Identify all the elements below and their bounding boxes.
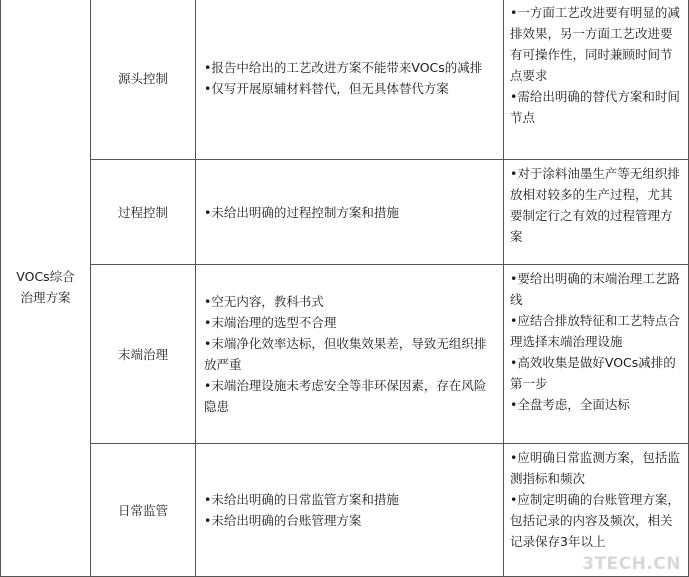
problem-item: •未给出明确的过程控制方案和措施 — [204, 204, 399, 220]
requirement-item: •应制定明确的台账管理方案，包括记录的内容及频次，相关记录保存3年以上 — [510, 492, 680, 549]
requirement-item: •要给出明确的末端治理工艺路线 — [510, 271, 680, 307]
watermark-logo: 3TECH.CN — [582, 554, 681, 574]
requirements-cell — [504, 265, 689, 444]
problems-cell — [196, 0, 504, 160]
problem-item: •空无内容，教科书式 — [204, 294, 324, 309]
row-name-source-control: 源头控制 — [91, 0, 196, 160]
problem-item: •末端净化效率达标，但收集效果差，导致无组织排放严重 — [204, 336, 487, 372]
requirement-item: •需给出明确的替代方案和时间节点 — [510, 89, 680, 125]
problems-cell — [196, 160, 504, 265]
problems-cell — [196, 444, 504, 577]
category-cell — [1, 0, 91, 577]
table-row — [1, 0, 689, 160]
table-row — [1, 265, 689, 444]
problem-item: •末端治理设施未考虑安全等非环保因素，存在风险隐患 — [204, 378, 487, 414]
row-name-end-treatment: 末端治理 — [91, 265, 196, 444]
requirement-item: •全盘考虑，全面达标 — [510, 397, 630, 412]
requirements-cell — [504, 160, 689, 265]
requirement-item: •高效收集是做好VOCs减排的第一步 — [510, 355, 676, 391]
requirement-item: •对于涂料油墨生产等无组织排放相对较多的生产过程，尤其要制定行之有效的过程管理方案 — [510, 166, 680, 244]
category-label: 治理方案 — [20, 289, 71, 305]
problem-item: •未给出明确的日常监管方案和措施 — [204, 492, 399, 507]
row-name-process-control: 过程控制 — [91, 160, 196, 265]
requirements-cell — [504, 0, 689, 160]
problem-item: •报告中给出的工艺改进方案不能带来VOCs的减排 — [204, 60, 483, 75]
requirement-item: •一方面工艺改进要有明显的减排效果，另一方面工艺改进要有可操作性，同时兼顾时间节点要求 — [510, 5, 680, 83]
problem-item: •末端治理的选型不合理 — [204, 315, 337, 330]
table-row — [1, 160, 689, 265]
problem-item: •仅写开展原辅材料替代，但无具体替代方案 — [204, 81, 449, 96]
requirement-item: •应明确日常监测方案，包括监测指标和频次 — [510, 450, 680, 486]
problems-cell — [196, 265, 504, 444]
category-label: VOCs综合 — [16, 268, 75, 284]
problem-item: •未给出明确的台账管理方案 — [204, 513, 362, 528]
requirement-item: •应结合排放特征和工艺特点合理选择末端治理设施 — [510, 313, 680, 349]
row-name-daily-supervision: 日常监管 — [91, 444, 196, 577]
